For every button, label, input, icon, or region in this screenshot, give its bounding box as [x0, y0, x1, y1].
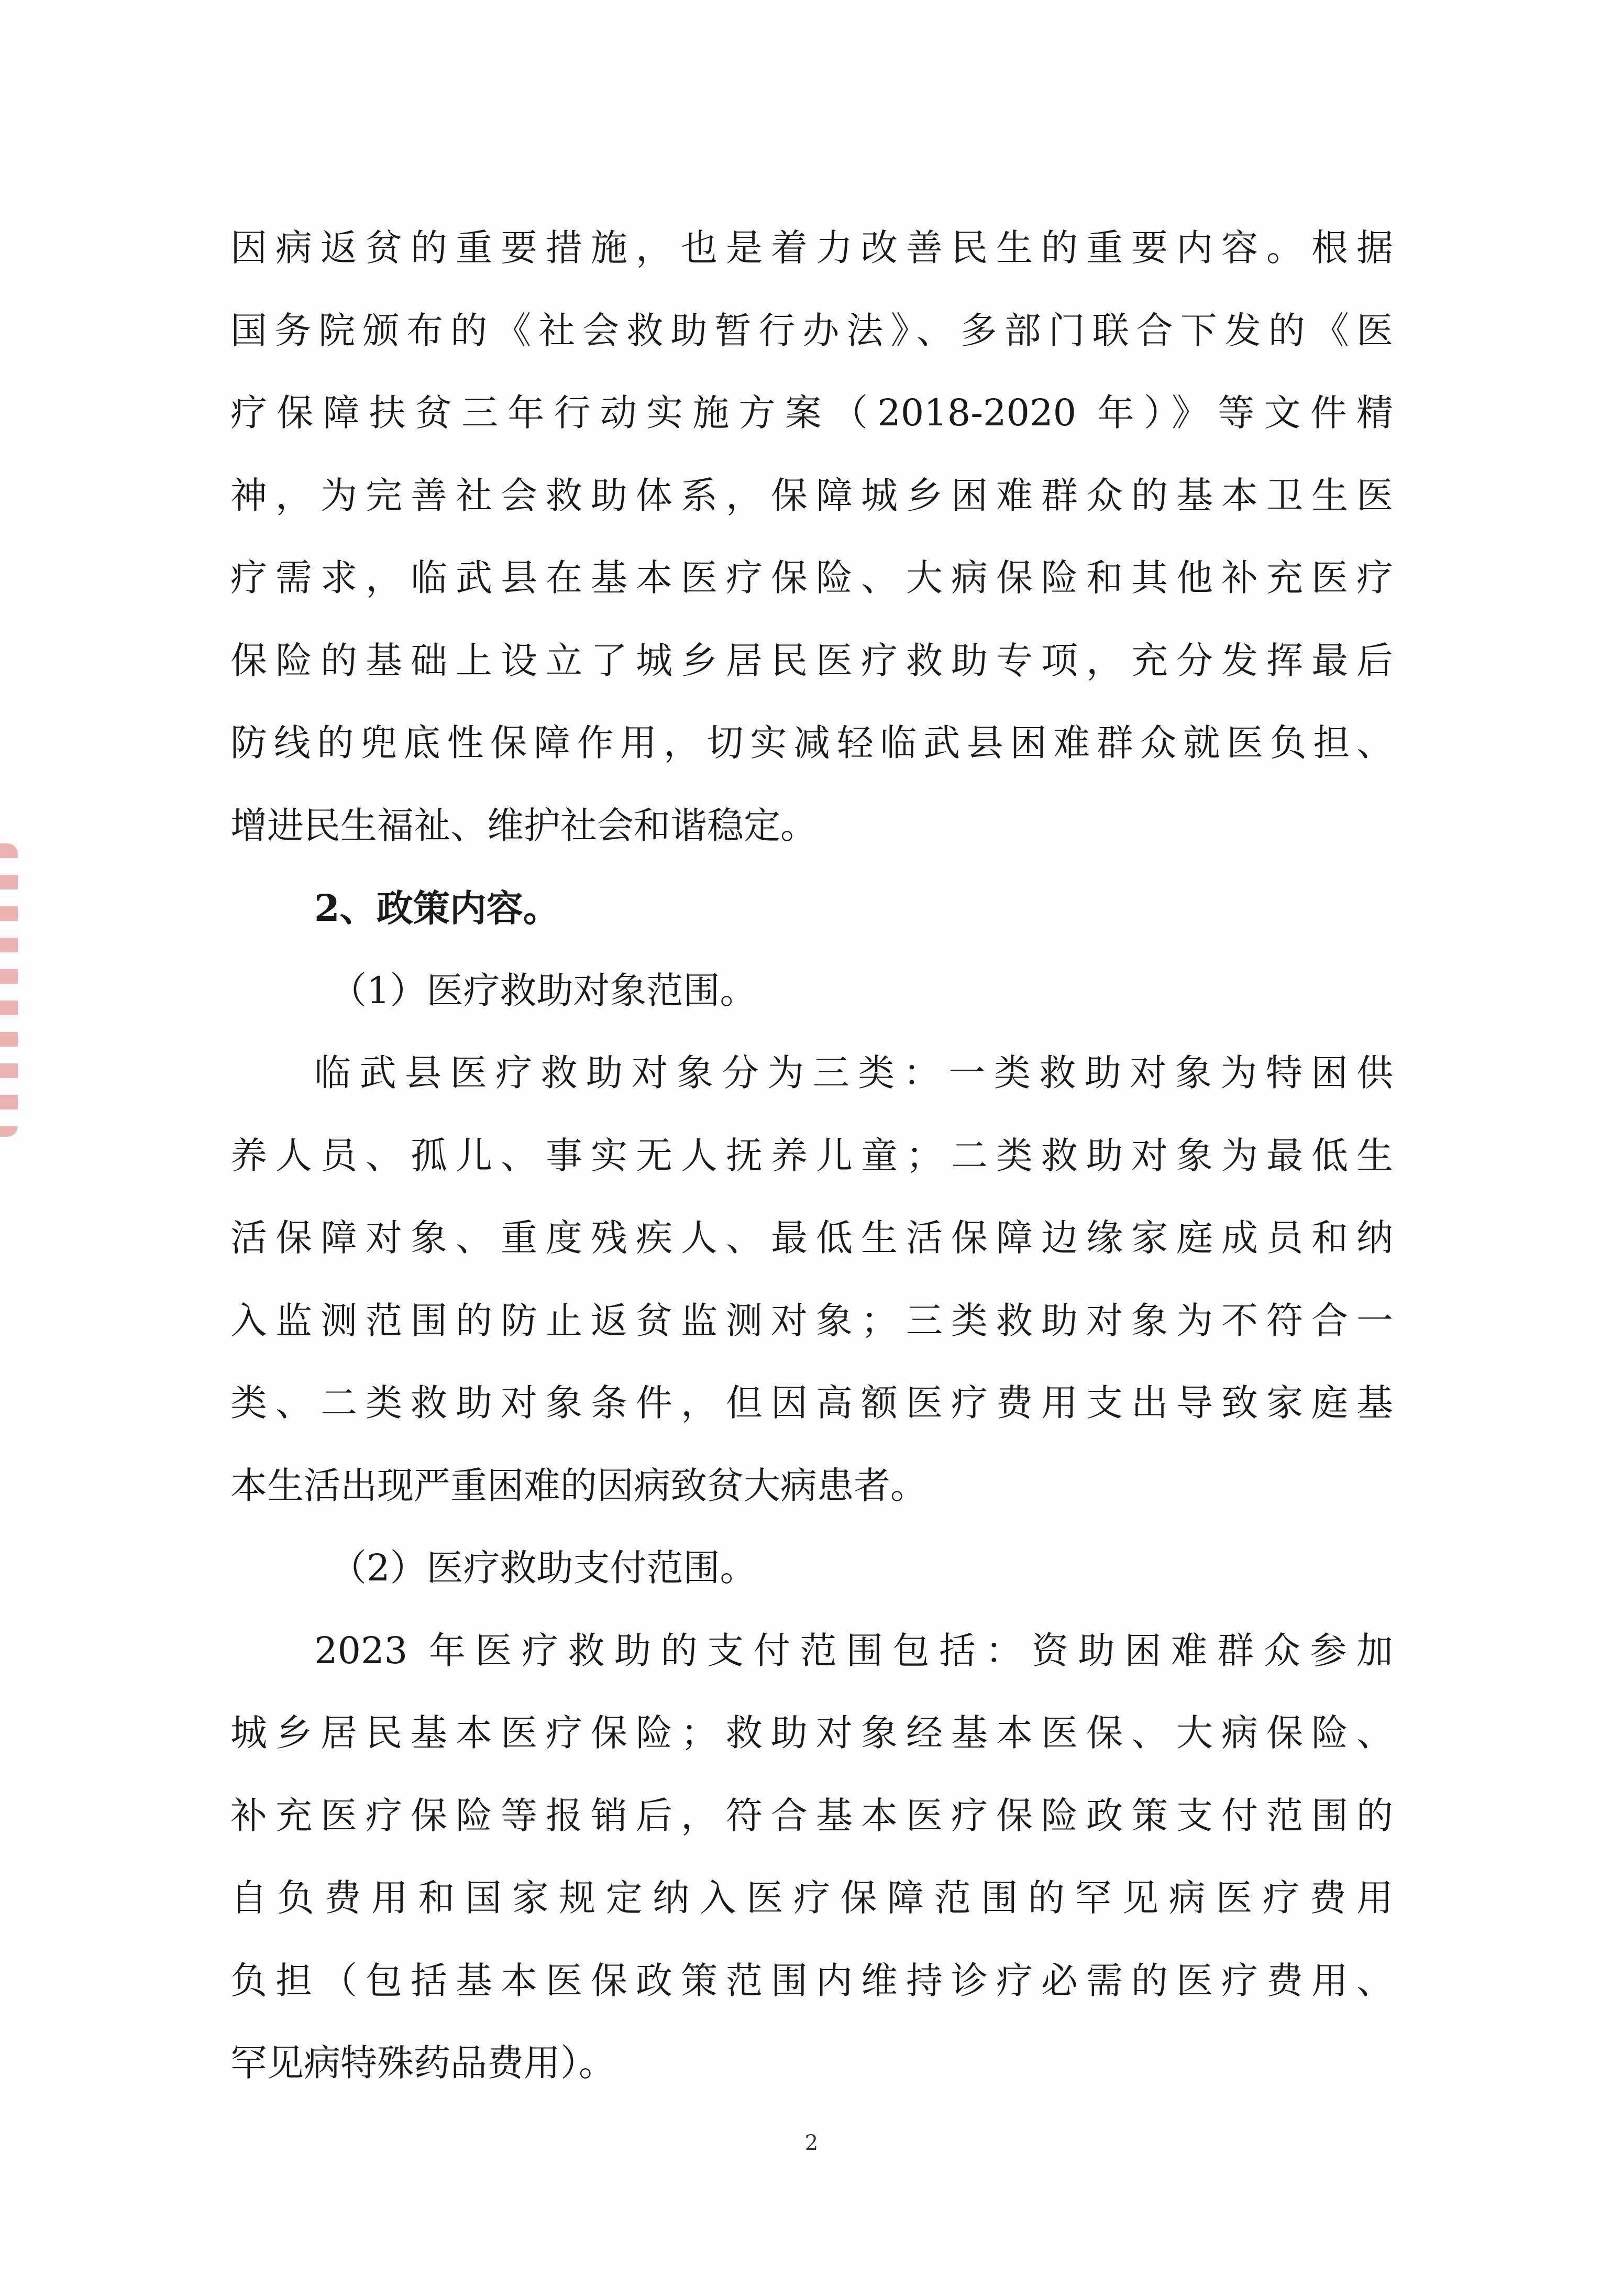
text-line: 疗保障扶贫三年行动实施方案（2018-2020 年）》等文件精 — [230, 391, 1393, 434]
text-line: 国务院颁布的《社会救助暂行办法》、多部门联合下发的《医 — [230, 309, 1393, 352]
text-line: 因病返贫的重要措施，也是着力改善民生的重要内容。根据 — [230, 226, 1393, 269]
text-line: 城乡居民基本医疗保险；救助对象经基本医保、大病保险、 — [230, 1711, 1393, 1754]
paragraph-scope — [230, 1032, 1393, 1527]
text-line: 罕见病特殊药品费用）。 — [230, 2041, 615, 2084]
text-line: 负担（包括基本医保政策范围内维持诊疗必需的医疗费用、 — [230, 1959, 1393, 2002]
text-line: 增进民生福祉、维护社会和谐稳定。 — [230, 804, 817, 847]
subsection-heading: （2）医疗救助支付范围。 — [330, 1546, 757, 1589]
text-line: 本生活出现严重困难的因病致贫大病患者。 — [230, 1464, 927, 1507]
paragraph-payment — [230, 1610, 1393, 2105]
text-line: 活保障对象、重度残疾人、最低生活保障边缘家庭成员和纳 — [230, 1216, 1393, 1259]
text-line: 防线的兜底性保障作用，切实减轻临武县困难群众就医负担、 — [230, 721, 1393, 764]
page-number: 2 — [804, 2131, 819, 2155]
paragraph-intro — [230, 207, 1393, 867]
text-line: 神，为完善社会救助体系，保障城乡困难群众的基本卫生医 — [230, 474, 1393, 517]
section-heading: 2、政策内容。 — [314, 886, 560, 930]
text-line: 养人员、孤儿、事实无人抚养儿童；二类救助对象为最低生 — [230, 1134, 1393, 1177]
text-line: 补充医疗保险等报销后，符合基本医疗保险政策支付范围的 — [230, 1794, 1393, 1837]
text-line: 入监测范围的防止返贫监测对象；三类救助对象为不符合一 — [230, 1299, 1393, 1342]
text-line: 类、二类救助对象条件，但因高额医疗费用支出导致家庭基 — [230, 1381, 1393, 1424]
seal-stamp-edge — [0, 843, 18, 1137]
subsection-heading: （1）医疗救助对象范围。 — [330, 969, 757, 1012]
text-line: 自负费用和国家规定纳入医疗保障范围的罕见病医疗费用 — [230, 1876, 1393, 1919]
text-line: 保险的基础上设立了城乡居民医疗救助专项，充分发挥最后 — [230, 639, 1393, 682]
text-line: 2023 年医疗救助的支付范围包括：资助困难群众参加 — [314, 1629, 1393, 1672]
document-body — [230, 207, 1393, 2105]
text-line: 疗需求，临武县在基本医疗保险、大病保险和其他补充医疗 — [230, 556, 1393, 599]
text-line: 临武县医疗救助对象分为三类：一类救助对象为特困供 — [314, 1051, 1393, 1094]
